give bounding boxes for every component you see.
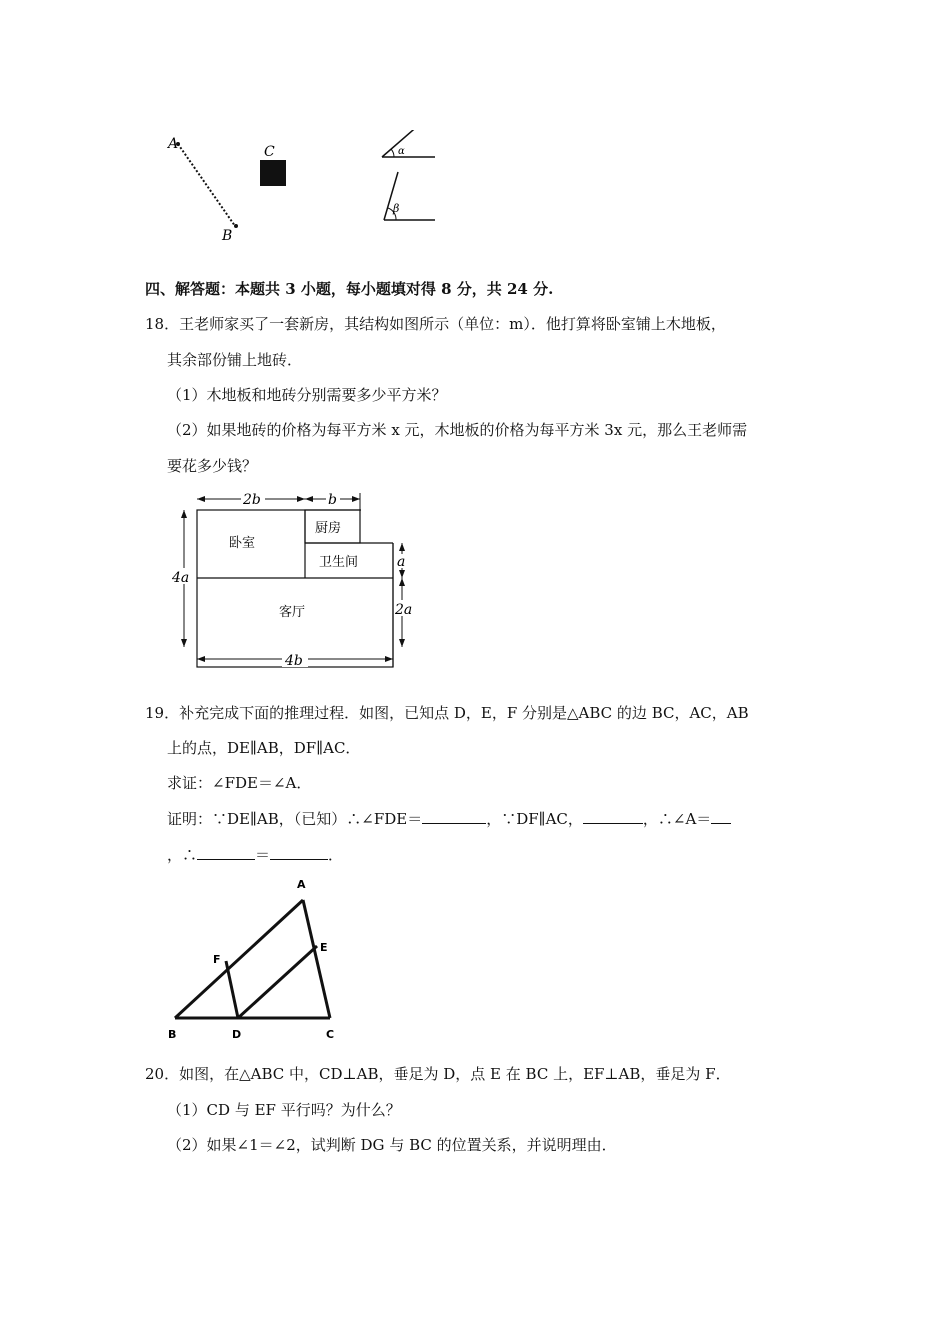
q19-prove: 求证：∠FDE＝∠A． <box>167 774 312 792</box>
point-b-dot <box>234 224 238 228</box>
dim-2b-arrow-right <box>297 496 305 502</box>
q19-line1 <box>145 703 749 723</box>
q20-text1: 如图，在△ABC 中，CD⊥AB，垂足为 D，点 E 在 BC 上，EF⊥AB，垂足为 F． <box>179 1065 731 1083</box>
q18-line2: 其余部份铺上地砖． <box>167 351 303 369</box>
proof-part-4: ，∴ <box>167 846 198 864</box>
section-heading: 四、解答题：本题共 3 小题，每小题填对得 8 分，共 24 分. <box>145 280 554 298</box>
dim-a-arrow-top <box>399 543 405 551</box>
q18-part2-b: 要花多少钱？ <box>167 457 258 475</box>
dim-2a-label: 2a <box>395 602 413 618</box>
q18-number: 18． <box>145 315 180 333</box>
proof-blank-3[interactable] <box>711 809 731 824</box>
floor-plan-figure <box>168 490 423 670</box>
proof-part-3: ，∴∠A＝ <box>642 810 712 828</box>
label-point-a: A <box>168 136 179 152</box>
top-figures <box>160 130 450 250</box>
triangle-figure <box>160 872 350 1044</box>
label-point-b: B <box>222 228 233 244</box>
label-e: E <box>320 941 328 954</box>
label-d: D <box>232 1028 242 1041</box>
q18-part2-a: （2）如果地砖的价格为每平方米 x 元，木地板的价格为每平方米 3x 元，那么王老师需 <box>167 421 748 439</box>
q19-number: 19． <box>145 704 180 722</box>
proof-part-2: ，∵DF∥AC， <box>486 810 583 828</box>
q20-number: 20． <box>145 1065 180 1083</box>
label-angle-alpha: α <box>398 146 405 157</box>
q20-part1: （1）CD 与 EF 平行吗？为什么？ <box>167 1101 401 1119</box>
segment-ab <box>178 144 235 226</box>
proof-part-6: ． <box>328 846 344 864</box>
dim-b-arrow-right <box>352 496 360 502</box>
proof-blank-5[interactable] <box>270 845 328 860</box>
dim-a-label: a <box>397 554 406 570</box>
angle-alpha-arc <box>391 149 394 157</box>
proof-blank-4[interactable] <box>197 845 255 860</box>
q18-text1: 王老师家买了一套新房，其结构如图所示（单位：m）．他打算将卧室铺上木地板， <box>179 315 726 333</box>
label-b: B <box>168 1028 177 1041</box>
dim-4b-arrow-right <box>385 656 393 662</box>
dim-b-arrow-left <box>305 496 313 502</box>
dim-a-arrow-bottom <box>399 570 405 578</box>
side-ac <box>303 900 330 1018</box>
label-a: A <box>297 878 306 891</box>
q18-line1 <box>145 314 726 334</box>
label-point-c: C <box>264 144 275 160</box>
label-angle-beta: β <box>393 202 400 215</box>
segment-de <box>238 946 317 1018</box>
room-living: 客厅 <box>279 605 306 620</box>
square-c <box>260 160 286 186</box>
dim-b-label: b <box>328 492 337 508</box>
dim-2a-arrow-bottom <box>399 639 405 647</box>
dim-2b-label: 2b <box>243 492 261 508</box>
q20-line1 <box>145 1064 731 1084</box>
side-ba <box>175 900 303 1018</box>
q19-proof-line <box>167 809 731 829</box>
dim-2b-arrow-left <box>197 496 205 502</box>
notch-mask <box>361 509 394 543</box>
q19-line2: 上的点，DE∥AB，DF∥AC． <box>167 739 361 757</box>
dim-4a-arrow-top <box>181 510 187 518</box>
segment-df <box>226 961 238 1018</box>
dim-4b-arrow-left <box>197 656 205 662</box>
proof-blank-1[interactable] <box>422 809 486 824</box>
room-bedroom: 卧室 <box>229 536 256 551</box>
label-f: F <box>213 953 221 966</box>
label-c: C <box>326 1028 335 1041</box>
dim-4a-label: 4a <box>172 570 190 586</box>
room-kitchen: 厨房 <box>315 521 342 536</box>
proof-part-5: ＝ <box>255 846 271 864</box>
proof-part-1: 证明：∵DE∥AB，（已知）∴∠FDE＝ <box>167 810 423 828</box>
q19-proof-line2 <box>167 845 343 865</box>
dim-2a-arrow-top <box>399 578 405 586</box>
proof-blank-2[interactable] <box>583 809 643 824</box>
q20-part2: （2）如果∠1＝∠2，试判断 DG 与 BC 的位置关系，并说明理由． <box>167 1136 617 1154</box>
q18-part1: （1）木地板和地砖分别需要多少平方米？ <box>167 386 447 404</box>
dim-4b-label: 4b <box>285 653 303 669</box>
room-bathroom: 卫生间 <box>319 555 359 570</box>
q19-text1: 补充完成下面的推理过程．如图，已知点 D，E，F 分别是△ABC 的边 BC，AC，AB <box>179 704 749 722</box>
dim-4a-arrow-bottom <box>181 639 187 647</box>
